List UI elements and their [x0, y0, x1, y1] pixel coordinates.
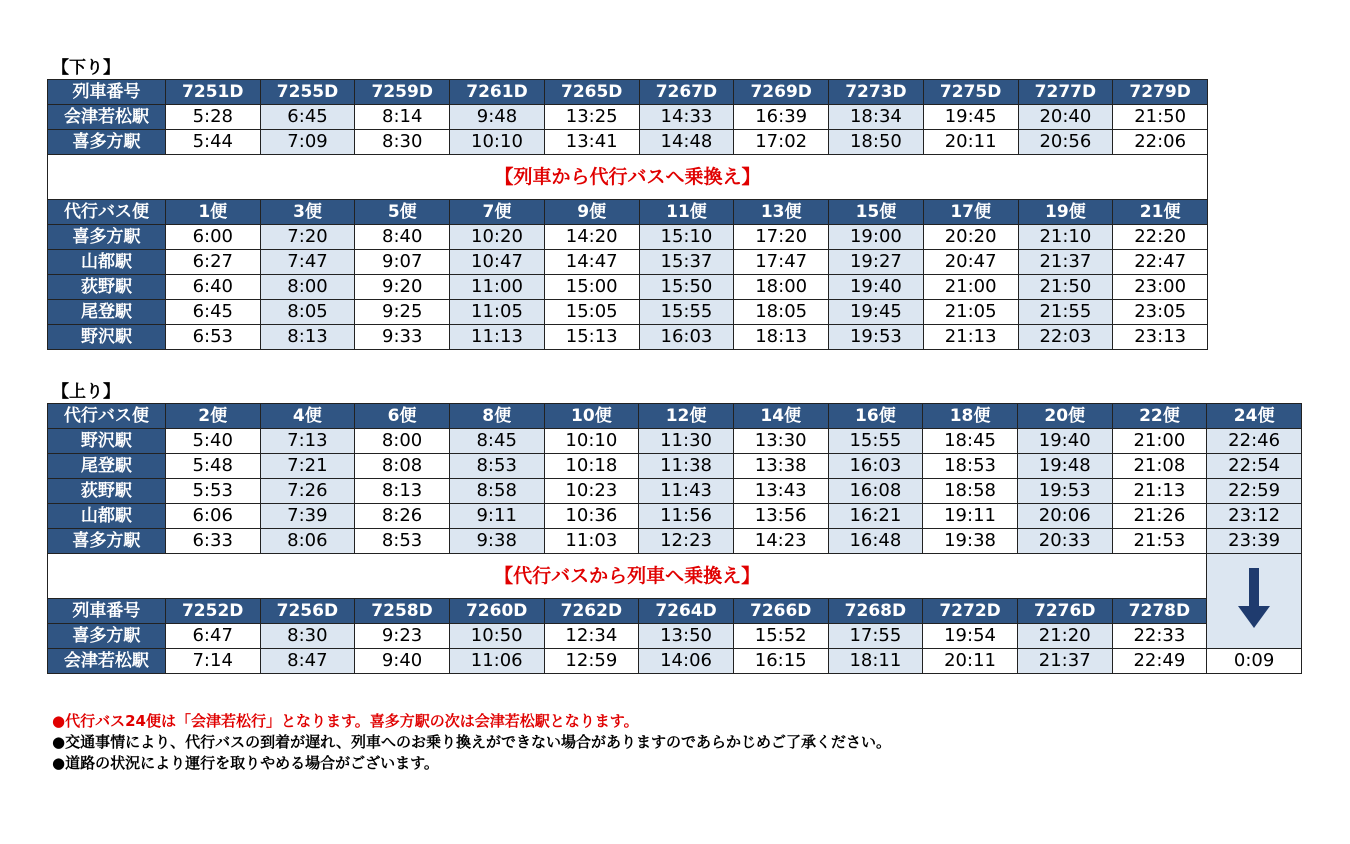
time-cell: 7:47 — [260, 250, 355, 275]
time-cell: 14:06 — [639, 649, 734, 674]
down-timetable — [47, 79, 1208, 350]
table-row — [48, 250, 1208, 275]
column-header: 7256D — [260, 599, 355, 624]
time-cell: 20:47 — [923, 250, 1018, 275]
time-cell: 21:26 — [1112, 504, 1207, 529]
header-row — [48, 599, 1302, 624]
time-cell: 18:58 — [923, 479, 1018, 504]
time-cell: 8:53 — [355, 529, 450, 554]
station-name: 喜多方駅 — [48, 130, 166, 155]
time-cell: 22:06 — [1113, 130, 1208, 155]
time-cell: 19:53 — [829, 325, 924, 350]
time-cell: 8:53 — [449, 454, 544, 479]
column-header: 11便 — [639, 200, 734, 225]
time-cell: 9:25 — [355, 300, 450, 325]
time-cell: 8:06 — [260, 529, 355, 554]
time-cell: 7:14 — [165, 649, 260, 674]
time-cell: 11:30 — [639, 429, 734, 454]
time-cell: 14:47 — [544, 250, 639, 275]
time-cell: 23:39 — [1207, 529, 1302, 554]
column-header: 12便 — [639, 404, 734, 429]
time-cell: 6:06 — [165, 504, 260, 529]
time-cell: 15:00 — [544, 275, 639, 300]
column-header: 24便 — [1207, 404, 1302, 429]
time-cell: 10:10 — [544, 429, 639, 454]
time-cell: 6:40 — [165, 275, 260, 300]
time-cell: 21:53 — [1112, 529, 1207, 554]
time-cell: 8:30 — [260, 624, 355, 649]
column-header: 20便 — [1017, 404, 1112, 429]
time-cell: 5:44 — [165, 130, 260, 155]
column-header: 5便 — [355, 200, 450, 225]
station-name: 野沢駅 — [48, 429, 166, 454]
time-cell: 13:41 — [544, 130, 639, 155]
down-section-label: 【下り】 — [52, 58, 120, 78]
time-cell: 21:37 — [1018, 250, 1113, 275]
header-row — [48, 80, 1208, 105]
time-cell: 19:53 — [1017, 479, 1112, 504]
time-cell: 8:45 — [449, 429, 544, 454]
time-cell: 8:47 — [260, 649, 355, 674]
time-cell: 13:56 — [733, 504, 828, 529]
time-cell: 10:10 — [450, 130, 545, 155]
time-cell: 7:39 — [260, 504, 355, 529]
time-cell: 9:07 — [355, 250, 450, 275]
time-cell: 11:56 — [639, 504, 734, 529]
row-header-label: 代行バス便 — [48, 200, 166, 225]
note-2: ●交通事情により、代行バスの到着が遅れ、列車へのお乗り換えができない場合がありますのであらかじめご了承ください。 — [52, 733, 891, 751]
column-header: 7269D — [734, 80, 829, 105]
column-header: 7268D — [828, 599, 923, 624]
column-header: 7276D — [1017, 599, 1112, 624]
time-cell: 16:03 — [828, 454, 923, 479]
time-cell: 11:43 — [639, 479, 734, 504]
time-cell: 8:08 — [355, 454, 450, 479]
table-row — [48, 454, 1302, 479]
station-name: 野沢駅 — [48, 325, 166, 350]
time-cell: 14:48 — [639, 130, 734, 155]
time-cell: 20:56 — [1018, 130, 1113, 155]
notes — [52, 711, 891, 774]
time-cell: 9:33 — [355, 325, 450, 350]
transfer-banner: 【列車から代行バスへ乗換え】 — [48, 155, 1208, 200]
time-cell: 9:11 — [449, 504, 544, 529]
column-header: 7262D — [544, 599, 639, 624]
time-cell: 9:40 — [355, 649, 450, 674]
time-cell: 11:03 — [544, 529, 639, 554]
table-row — [48, 225, 1208, 250]
station-name: 山都駅 — [48, 250, 166, 275]
column-header: 7255D — [260, 80, 355, 105]
time-cell: 8:40 — [355, 225, 450, 250]
column-header: 7278D — [1112, 599, 1207, 624]
time-cell: 11:05 — [450, 300, 545, 325]
row-header-label: 列車番号 — [48, 599, 166, 624]
note-1: ●代行バス24便は「会津若松行」となります。喜多方駅の次は会津若松駅となります。 — [52, 712, 639, 730]
column-header: 7279D — [1113, 80, 1208, 105]
header-row — [48, 200, 1208, 225]
time-cell: 6:45 — [165, 300, 260, 325]
column-header: 7251D — [165, 80, 260, 105]
time-cell: 7:13 — [260, 429, 355, 454]
time-cell: 13:38 — [733, 454, 828, 479]
time-cell: 13:50 — [639, 624, 734, 649]
time-cell: 23:13 — [1113, 325, 1208, 350]
table-row — [48, 325, 1208, 350]
time-cell: 15:10 — [639, 225, 734, 250]
time-cell: 20:20 — [923, 225, 1018, 250]
column-header: 15便 — [829, 200, 924, 225]
time-cell: 22:20 — [1113, 225, 1208, 250]
time-cell: 8:00 — [260, 275, 355, 300]
time-cell: 7:20 — [260, 225, 355, 250]
column-header: 3便 — [260, 200, 355, 225]
column-header: 8便 — [449, 404, 544, 429]
table-row — [48, 529, 1302, 554]
table-row — [48, 300, 1208, 325]
time-cell: 10:47 — [450, 250, 545, 275]
time-cell: 15:37 — [639, 250, 734, 275]
column-header: 21便 — [1113, 200, 1208, 225]
time-cell: 23:00 — [1113, 275, 1208, 300]
time-cell: 18:45 — [923, 429, 1018, 454]
time-cell: 15:55 — [639, 300, 734, 325]
time-cell: 8:14 — [355, 105, 450, 130]
column-header: 7273D — [829, 80, 924, 105]
time-cell: 19:00 — [829, 225, 924, 250]
time-cell: 5:28 — [165, 105, 260, 130]
time-cell: 13:25 — [544, 105, 639, 130]
table-row — [48, 275, 1208, 300]
time-cell: 22:54 — [1207, 454, 1302, 479]
time-cell: 7:26 — [260, 479, 355, 504]
time-cell: 16:08 — [828, 479, 923, 504]
time-cell: 7:21 — [260, 454, 355, 479]
time-cell: 13:43 — [733, 479, 828, 504]
time-cell: 18:34 — [829, 105, 924, 130]
column-header: 2便 — [165, 404, 260, 429]
time-cell: 6:00 — [165, 225, 260, 250]
time-cell: 9:20 — [355, 275, 450, 300]
column-header: 9便 — [544, 200, 639, 225]
time-cell: 22:46 — [1207, 429, 1302, 454]
time-cell: 11:13 — [450, 325, 545, 350]
time-cell: 23:12 — [1207, 504, 1302, 529]
time-cell: 18:53 — [923, 454, 1018, 479]
column-header: 7264D — [639, 599, 734, 624]
header-row — [48, 404, 1302, 429]
time-cell: 8:26 — [355, 504, 450, 529]
column-header: 18便 — [923, 404, 1018, 429]
station-name: 喜多方駅 — [48, 225, 166, 250]
time-cell: 13:30 — [733, 429, 828, 454]
time-cell: 21:37 — [1017, 649, 1112, 674]
column-header: 7261D — [450, 80, 545, 105]
time-cell: 6:45 — [260, 105, 355, 130]
time-cell: 8:13 — [260, 325, 355, 350]
note-3: ●道路の状況により運行を取りやめる場合がございます。 — [52, 754, 439, 772]
time-cell: 22:49 — [1112, 649, 1207, 674]
time-cell: 8:13 — [355, 479, 450, 504]
time-cell: 19:27 — [829, 250, 924, 275]
time-cell: 19:45 — [829, 300, 924, 325]
time-cell: 5:40 — [165, 429, 260, 454]
station-name: 喜多方駅 — [48, 624, 166, 649]
table-row — [48, 105, 1208, 130]
column-header: 13便 — [734, 200, 829, 225]
column-header: 10便 — [544, 404, 639, 429]
time-cell: 19:38 — [923, 529, 1018, 554]
time-cell: 7:09 — [260, 130, 355, 155]
time-cell: 22:59 — [1207, 479, 1302, 504]
time-cell: 19:40 — [1017, 429, 1112, 454]
time-cell: 9:48 — [450, 105, 545, 130]
time-cell: 23:05 — [1113, 300, 1208, 325]
time-cell: 21:10 — [1018, 225, 1113, 250]
column-header: 7267D — [639, 80, 734, 105]
time-cell: 22:33 — [1112, 624, 1207, 649]
time-cell: 19:54 — [923, 624, 1018, 649]
column-header: 7258D — [355, 599, 450, 624]
time-cell: 17:55 — [828, 624, 923, 649]
column-header: 19便 — [1018, 200, 1113, 225]
table-row — [48, 130, 1208, 155]
station-name: 会津若松駅 — [48, 105, 166, 130]
time-cell: 19:11 — [923, 504, 1018, 529]
time-cell: 16:21 — [828, 504, 923, 529]
time-cell: 15:05 — [544, 300, 639, 325]
station-name: 尾登駅 — [48, 300, 166, 325]
column-header: 14便 — [733, 404, 828, 429]
time-cell: 6:47 — [165, 624, 260, 649]
column-header: 6便 — [355, 404, 450, 429]
time-cell: 6:27 — [165, 250, 260, 275]
time-cell: 17:02 — [734, 130, 829, 155]
time-cell: 21:05 — [923, 300, 1018, 325]
time-cell: 21:20 — [1017, 624, 1112, 649]
time-cell: 16:03 — [639, 325, 734, 350]
column-header: 7275D — [923, 80, 1018, 105]
time-cell: 21:08 — [1112, 454, 1207, 479]
time-cell: 5:53 — [165, 479, 260, 504]
time-cell: 8:05 — [260, 300, 355, 325]
time-cell: 22:03 — [1018, 325, 1113, 350]
time-cell: 17:20 — [734, 225, 829, 250]
time-cell: 21:13 — [923, 325, 1018, 350]
time-cell: 22:47 — [1113, 250, 1208, 275]
time-cell: 15:55 — [828, 429, 923, 454]
column-header: 1便 — [165, 200, 260, 225]
time-cell: 19:40 — [829, 275, 924, 300]
column-header: 7266D — [733, 599, 828, 624]
station-name: 会津若松駅 — [48, 649, 166, 674]
time-cell: 21:50 — [1113, 105, 1208, 130]
time-cell: 10:23 — [544, 479, 639, 504]
time-cell: 18:50 — [829, 130, 924, 155]
table-row — [48, 504, 1302, 529]
station-name: 山都駅 — [48, 504, 166, 529]
time-cell: 21:55 — [1018, 300, 1113, 325]
time-cell: 18:00 — [734, 275, 829, 300]
time-cell: 21:50 — [1018, 275, 1113, 300]
time-cell: 18:11 — [828, 649, 923, 674]
time-cell: 12:34 — [544, 624, 639, 649]
time-cell: 21:00 — [923, 275, 1018, 300]
time-cell: 21:13 — [1112, 479, 1207, 504]
time-cell: 17:47 — [734, 250, 829, 275]
column-header: 16便 — [828, 404, 923, 429]
time-cell: 16:39 — [734, 105, 829, 130]
banner-row — [48, 155, 1208, 200]
time-cell: 18:05 — [734, 300, 829, 325]
column-header: 7259D — [355, 80, 450, 105]
time-cell: 12:23 — [639, 529, 734, 554]
time-cell: 19:45 — [923, 105, 1018, 130]
time-cell: 15:50 — [639, 275, 734, 300]
time-cell: 6:53 — [165, 325, 260, 350]
time-cell: 14:23 — [733, 529, 828, 554]
row-header-label: 代行バス便 — [48, 404, 166, 429]
time-cell: 10:36 — [544, 504, 639, 529]
time-cell: 15:13 — [544, 325, 639, 350]
up-timetable — [47, 403, 1302, 674]
down-arrow-icon — [1207, 554, 1302, 649]
up-section-label: 【上り】 — [52, 382, 120, 402]
time-cell: 20:33 — [1017, 529, 1112, 554]
time-cell: 20:11 — [923, 130, 1018, 155]
time-cell: 9:38 — [449, 529, 544, 554]
column-header: 7265D — [544, 80, 639, 105]
row-header-label: 列車番号 — [48, 80, 166, 105]
time-cell: 8:58 — [449, 479, 544, 504]
time-cell: 0:09 — [1207, 649, 1302, 674]
banner-row — [48, 554, 1302, 599]
column-header: 4便 — [260, 404, 355, 429]
table-row — [48, 649, 1302, 674]
station-name: 喜多方駅 — [48, 529, 166, 554]
time-cell: 16:48 — [828, 529, 923, 554]
column-header: 7便 — [450, 200, 545, 225]
time-cell: 14:20 — [544, 225, 639, 250]
column-header: 7272D — [923, 599, 1018, 624]
time-cell: 8:30 — [355, 130, 450, 155]
time-cell: 5:48 — [165, 454, 260, 479]
time-cell: 19:48 — [1017, 454, 1112, 479]
column-header: 22便 — [1112, 404, 1207, 429]
column-header: 7277D — [1018, 80, 1113, 105]
time-cell: 18:13 — [734, 325, 829, 350]
table-row — [48, 429, 1302, 454]
time-cell: 6:33 — [165, 529, 260, 554]
column-header: 17便 — [923, 200, 1018, 225]
time-cell: 20:40 — [1018, 105, 1113, 130]
time-cell: 20:11 — [923, 649, 1018, 674]
time-cell: 10:18 — [544, 454, 639, 479]
station-name: 荻野駅 — [48, 479, 166, 504]
column-header: 7260D — [449, 599, 544, 624]
time-cell: 11:38 — [639, 454, 734, 479]
time-cell: 9:23 — [355, 624, 450, 649]
transfer-banner: 【代行バスから列車へ乗換え】 — [48, 554, 1207, 599]
time-cell: 12:59 — [544, 649, 639, 674]
time-cell: 11:00 — [450, 275, 545, 300]
time-cell: 10:20 — [450, 225, 545, 250]
time-cell: 11:06 — [449, 649, 544, 674]
station-name: 荻野駅 — [48, 275, 166, 300]
time-cell: 8:00 — [355, 429, 450, 454]
time-cell: 14:33 — [639, 105, 734, 130]
table-row — [48, 624, 1302, 649]
station-name: 尾登駅 — [48, 454, 166, 479]
time-cell: 21:00 — [1112, 429, 1207, 454]
time-cell: 16:15 — [733, 649, 828, 674]
time-cell: 10:50 — [449, 624, 544, 649]
column-header: 7252D — [165, 599, 260, 624]
table-row — [48, 479, 1302, 504]
time-cell: 15:52 — [733, 624, 828, 649]
time-cell: 20:06 — [1017, 504, 1112, 529]
